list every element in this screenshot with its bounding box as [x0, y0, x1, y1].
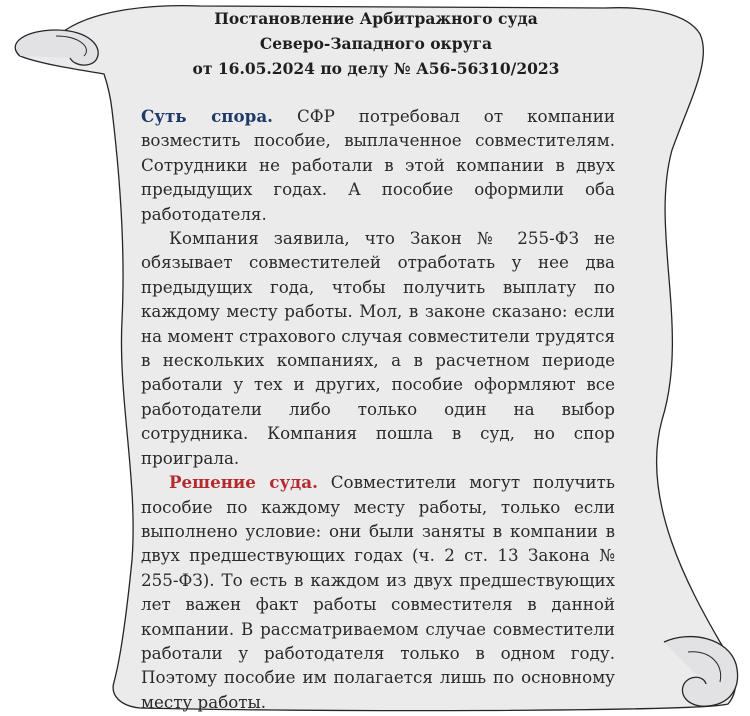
dispute-paragraph: [141, 104, 615, 226]
decision-paragraph: [141, 470, 615, 714]
company-position-text: Компания заявила, что Закон № 255-ФЗ не обязывает совместителей отработать у нее два предыдущих года, чтобы получить выплату по каждому месту работы. Мол, в законе сказано: если на момент страхового случая совместители трудятся в нескольких компаниях, а в расчетном периоде работали у тех и других, пособие оформляют все работодатели либо только один на выбор сотрудника. Компания пошла в суд, но спор проиграла.: [141, 228, 615, 468]
header-court-line: Постановление Арбитражного суда: [214, 9, 538, 28]
decision-label: Решение суда.: [169, 472, 318, 493]
dispute-text: СФР потребовал от компании возместить пособие, выплаченное совместителям. Сотрудники не работали в этой компании в двух предыдущих годах. А пособие оформили оба работодателя.: [141, 106, 615, 224]
decision-text: Совместители могут получить пособие по каждому месту работы, только если выполнено условие: они были заняты в компании в двух предшествующих годах (ч. 2 ст. 13 Закона № 255-ФЗ). То есть в каждом из двух предшествующих лет важен факт работы совместителя в данной компании. В рассматриваемом случае совместители работали у работодателя только в одном году. Поэтому пособие им полагается лишь по основному месту работы.: [141, 472, 615, 712]
ruling-header: [150, 6, 602, 81]
dispute-label: Суть спора.: [141, 106, 273, 126]
ruling-body: [141, 104, 615, 714]
header-district-line: Северо-Западного округа: [259, 34, 493, 53]
company-position-paragraph: [141, 226, 615, 470]
header-case-line: от 16.05.2024 по делу № А56-56310/2023: [192, 59, 560, 78]
